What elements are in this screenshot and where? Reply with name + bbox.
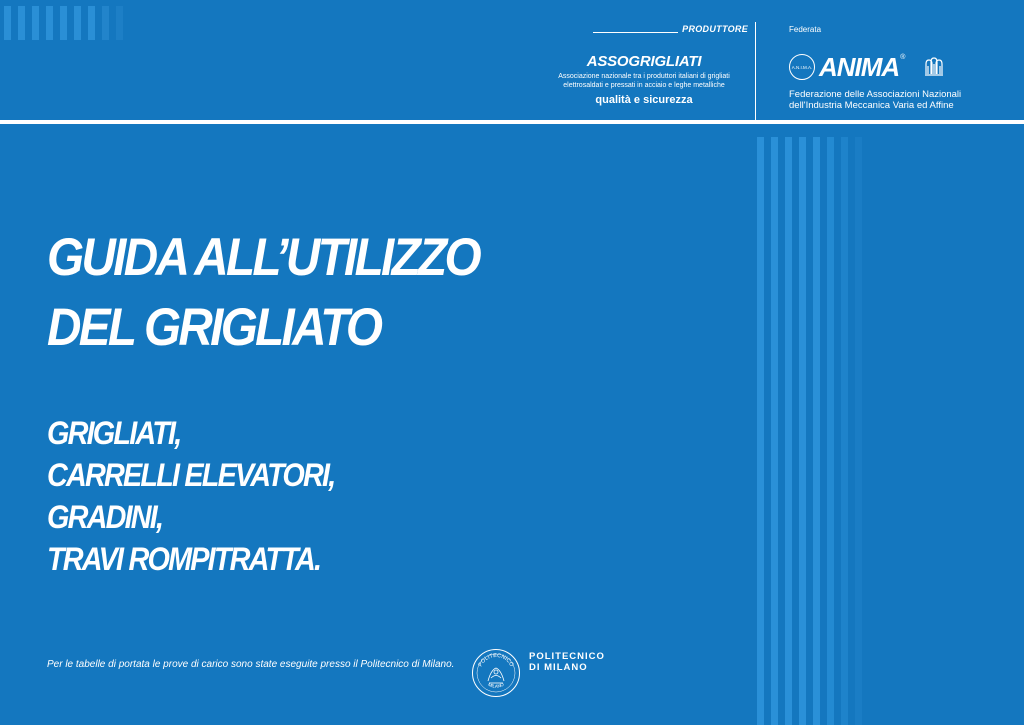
assogrigliati-logo-text: ASSOGRIGLIATI <box>586 53 702 70</box>
politecnico-line: DI MILANO <box>529 662 588 673</box>
politecnico-line: POLITECNICO <box>529 651 605 662</box>
registered-mark: ® <box>900 54 906 61</box>
produttore-line <box>593 32 678 33</box>
anima-wordmark: ANIMA <box>819 52 900 82</box>
anima-description <box>789 89 961 111</box>
anima-description-line: Federazione delle Associazioni Nazionali <box>789 89 962 100</box>
document-subtitle <box>47 412 334 580</box>
anima-logo <box>789 54 945 80</box>
produttore-row <box>540 22 748 36</box>
assogrigliati-block <box>540 22 748 106</box>
produttore-label: PRODUTTORE <box>682 24 748 34</box>
assogrigliati-description-line: Associazione nazionale tra i produttori italiani di grigliati <box>558 73 730 80</box>
seal-text-bottom: MILANO <box>487 681 505 689</box>
decorative-stripes-top <box>0 6 140 40</box>
decorative-stripes-right <box>757 137 867 725</box>
confindustria-emblem-icon <box>923 56 945 78</box>
politecnico-seal-icon <box>471 648 521 698</box>
anima-description-line: dell'Industria Meccanica Varia ed Affine <box>789 100 954 111</box>
subtitle-line: CARRELLI ELEVATORI, <box>47 457 335 493</box>
subtitle-line: GRIGLIATI, <box>47 415 181 451</box>
document-title <box>47 223 479 363</box>
header-rule <box>0 120 1024 124</box>
assogrigliati-tagline: qualità e sicurezza <box>595 94 693 106</box>
title-line: GUIDA ALL’UTILIZZO <box>47 228 479 287</box>
assogrigliati-description-line: elettrosaldati e pressati in acciaio e leghe metalliche <box>563 82 725 89</box>
seal-text-top: POLITECNICO <box>477 652 515 668</box>
title-line: DEL GRIGLIATO <box>47 298 381 357</box>
assogrigliati-description <box>540 72 748 90</box>
anima-circle-icon: A.N.I.M.A. <box>789 54 815 80</box>
politecnico-wordmark <box>529 651 605 673</box>
federata-label: Federata <box>789 25 822 34</box>
subtitle-line: TRAVI ROMPITRATTA. <box>47 541 321 577</box>
footnote: Per le tabelle di portata le prove di carico sono state eseguite presso il Politecnico di Milano. <box>47 659 455 670</box>
header-separator <box>755 22 756 120</box>
subtitle-line: GRADINI, <box>47 499 163 535</box>
